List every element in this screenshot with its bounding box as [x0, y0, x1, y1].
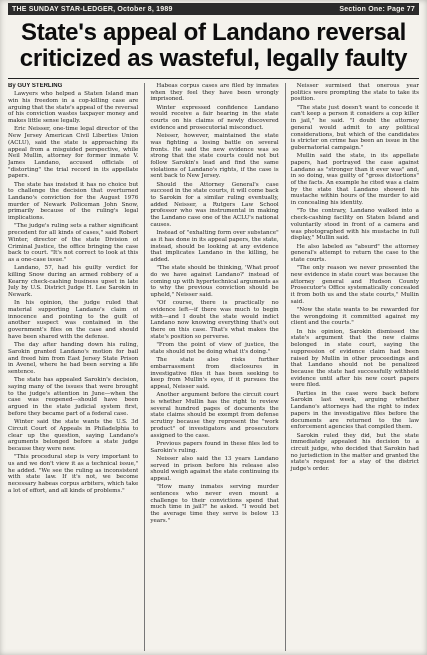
- headline-line-1: State's appeal of Landano reversal: [21, 19, 406, 46]
- article-paragraph: Mullin said the state, in its appellate papers, had portrayed the case against Landano as "stronger than it ever was" and, in so doing, was guilty of "gross distortions" of the facts. An example he cited was a claim by the state that Landano showed his mustache within hours of the murder to aid in concealing his identity.: [290, 153, 419, 207]
- article-paragraph: Lawyers who helped a Staten Island man win his freedom in a cop-killing case are arguing that the state's appeal of the reversal of his conviction wastes taxpayer money and makes little sense legally.: [8, 91, 139, 125]
- article-paragraph: The state has appealed Sarokin's decision, saying many of the issues that were brought to the judge's attention in June—when the case was reopened—should have been argued in the state judicial system first, before they became part of a federal case.: [8, 377, 139, 417]
- article-paragraph: "The only reason we never presented the new evidence in state court was because the attorney general and Hudson County Prosecutor's Office systematically concealed it from both us and the state courts," Mullin said.: [290, 265, 419, 305]
- byline: By GUY STERLING: [8, 83, 63, 89]
- article-paragraph: "How many inmates serving murder sentences who never even mount a challenge to their convictions spend that much time in jail?" he asked. "I would bet the average time they serve is below 13 years.": [150, 484, 279, 524]
- article-paragraph: Instead of "exhalting form over substance" as it has done in its appeal papers, the state, instead, should be looking at any evidence that implicates Landano in the killing, he added.: [150, 230, 279, 263]
- article-paragraph: Neisser, however, maintained the state was fighting a losing battle on several fronts. He said the new evidence was so strong that the state courts could not but follow Sarokin's lead and find the same violations of Landano's rights, if the case is sent back to New Jersey.: [150, 133, 279, 180]
- article-paragraph: Winter said the state wants the U.S. 3d Circuit Court of Appeals in Philadelphia to clear up the question, saying Landano's arguments belonged before a state judge because they were new.: [8, 419, 139, 452]
- headline-rule: [8, 78, 419, 79]
- article-paragraph: Eric Neisser, one-time legal director of the New Jersey American Civil Liberties Union (ACLU), said the state is approaching its appeal from a misguided perspective, while Neil Mullin, attorney for former inmate V. James Landano, accused officials of "distorting" the trial record in its appellate papers.: [8, 126, 139, 180]
- article-paragraph: Landano, 57, had his guilty verdict for killing Snow during an armed robbery of a Kearny check-cashing business upset in late July by U.S. District Judge H. Lee Sarokin in Newark.: [8, 265, 139, 299]
- article-paragraph: "To the contrary, Landano walked into a check-cashing facility on Staten Island and voluntarily stood in front of a camera and was photographed with his mustache in full display," Mullin said.: [290, 208, 419, 242]
- article-paragraph: Habeas corpus cases are filed by inmates when they feel they have been wrongly imprisoned.: [150, 83, 279, 103]
- article-paragraph: Neisser also said the 13 years Landano served in prison before his release also should weigh against the state continuing its appeal.: [150, 455, 279, 482]
- article-paragraph: In his opinion, Sarokin dismissed the state's argument that the new claims belonged in state court, saying the suppression of evidence claim had been raised by Mullin in other proceedings and that Landano should not be penalized because the state had successfully withheld evidence until after his new court papers were filed.: [290, 328, 419, 389]
- article-paragraph: Should the Attorney General's case succeed in the state courts, it will come back to Sarokin for a similar ruling eventually, added Neisser, a Rutgers Law School professor who was instrumental in making the Landano case one of the ACLU's national causes.: [150, 181, 279, 228]
- article-paragraph: Neisser surmised that onerous year politics were prompting the state to take its position.: [290, 83, 419, 103]
- article-paragraph: The day after handing down his ruling, Sarokin granted Landano's motion for bail and freed him from East Jersey State Prison in Avenel, where he had been serving a life sentence.: [8, 342, 139, 375]
- article-paragraph: "This procedural step is very important to us and we don't view it as a technical issue," he added. "We see the ruling as inconsistent with state law. If it's not, we become necessary habeas corpus arbiters, which take a lot of effort, and all kinds of problems.": [8, 454, 139, 494]
- headline-line-2: criticized as wasteful, legally faulty: [19, 45, 408, 72]
- article-body: [8, 83, 419, 651]
- article-paragraph: "The state should be thinking, 'What proof do we have against Landano?' instead of coming up with hypertechnical arguments as to why the previous conviction should be upheld," Neisser said.: [150, 265, 279, 299]
- article-paragraph: In his opinion, the judge ruled that material supporting Landano's claim of innocence and pointing to the guilt of another suspect was contained in the government's files on the case and should have been shared with the defense.: [8, 300, 139, 340]
- article-column-1: [8, 83, 138, 651]
- article-paragraph: Parties in the case were back before Sarokin last week, arguing whether Landano's attorneys had the right to index papers in the investigative files before the documents are returned to the law enforcement agencies that compiled them.: [290, 390, 419, 431]
- masthead: [8, 3, 419, 15]
- article-paragraph: "The state just doesn't want to concede it can't keep a person it considers a cop killer in jail," he said. "I doubt the attorney general would admit to any political considerations, but which of the candidates is stricter on crime has been an issue in the gubernatorial campaign.": [290, 104, 419, 151]
- article-paragraph: "The judge's ruling sets a rather significant precedent for all kinds of cases," said Robert Winter, director of the state Division of Criminal Justice, the office bringing the case back to court. "It's not correct to look at this as a one-case issue.": [8, 223, 139, 263]
- masthead-paper-date: THE SUNDAY STAR-LEDGER, October 8, 1989: [12, 5, 173, 13]
- article-paragraph: Winter expressed confidence Landano would receive a fair hearing in the state courts on his claims of newly discovered evidence and prosecutorial misconduct.: [150, 104, 279, 131]
- article-paragraph: The state also risks further embarrassment from disclosures in investigative files it has been seeking to keep from Mullin's eyes, if it pursues the appeal, Neisser said.: [150, 357, 279, 390]
- article-paragraph: "Now the state wants to be rewarded for the wrongdoing it committed against my client and the courts.": [290, 307, 419, 327]
- article-paragraph: "From the point of view of justice, the state should not be doing what it's doing.": [150, 342, 279, 355]
- article-paragraph: Another argument before the circuit court is whether Mullin has the right to review several hundred pages of documents the state claims should be exempt from defense scrutiny because they represent the "work product" of investigators and prosecutors assigned to the case.: [150, 392, 279, 439]
- article-paragraph: He also labeled as "absurd" the attorney general's attempt to return the case to the state courts.: [290, 243, 419, 263]
- masthead-section-page: Section One: Page 77: [339, 5, 415, 13]
- article-column-2: [144, 83, 278, 651]
- article-paragraph: The state has insisted it has no choice but to challenge the decision that overturned Landano's conviction for the August 1976 murder of Newark Policeman John Snow, primarily because of the ruling's legal implications.: [8, 181, 139, 222]
- article-paragraph: Previous papers found in these files led to Sarokin's ruling.: [150, 440, 279, 454]
- article-paragraph: "Of course, there is practically no evidence left—if there was much to begin with—and I doubt the state would indict Landano now knowing everything that's out there on this case. That's what makes the state's position so perverse.: [150, 300, 279, 340]
- article-column-3: [285, 83, 419, 651]
- article-paragraph: Sarokin ruled they did, but the state immediately appealed his decision to a circuit judge, who decided that Sarokin had no jurisdiction in the matter and granted the state's request for a stay of the district judge's order.: [290, 432, 419, 473]
- headline: [10, 20, 417, 72]
